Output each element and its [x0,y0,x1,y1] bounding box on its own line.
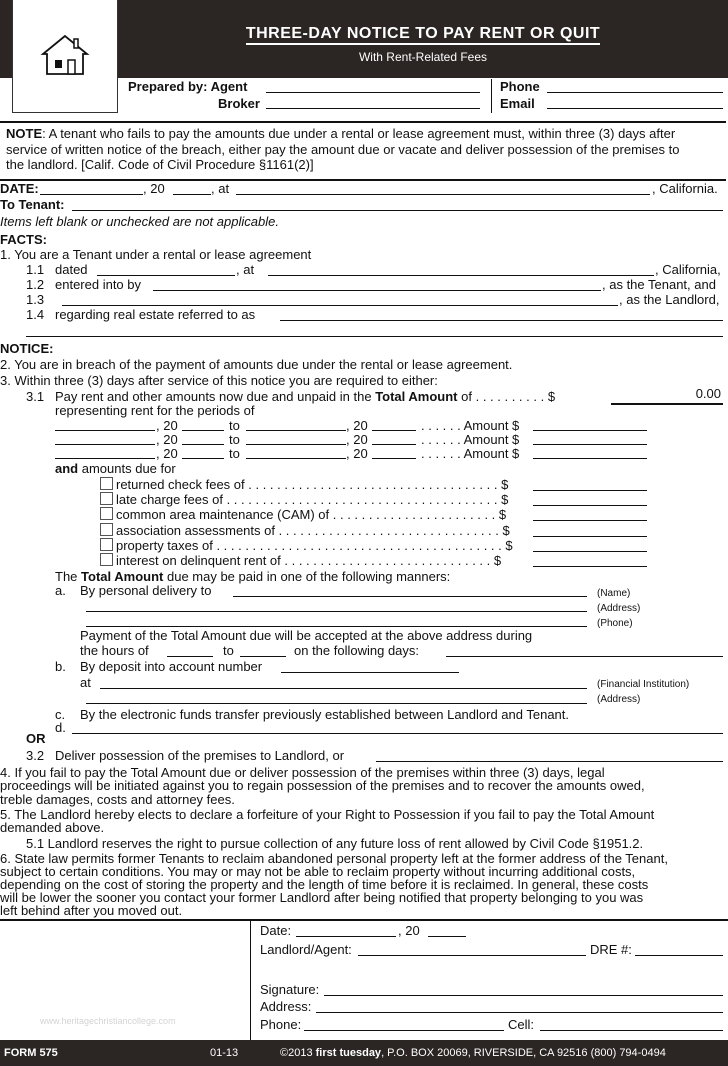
period-amount-field[interactable] [533,444,647,445]
fee-label: association assessments of . . . . . . . . . . . . . . . . . . . . . . . . . . . . . . . $ [116,523,510,538]
twenty-label: , 20 [156,418,178,433]
real-estate-field-2[interactable] [26,336,723,337]
period-end-year[interactable] [372,430,416,431]
to-label: to [223,643,234,658]
sig-date-label: Date: [260,923,292,938]
fee-label: returned check fees of . . . . . . . . . . . . . . . . . . . . . . . . . . . . . . . . . . . $ [116,477,509,492]
phone-field[interactable] [547,92,723,93]
twenty-label: , 20 [156,446,178,461]
delivery-phone-field[interactable] [86,626,587,627]
twenty-label: , 20 [156,432,178,447]
address-hint: (Address) [597,694,641,705]
dre-label: DRE #: [590,942,632,957]
period-amount-field[interactable] [533,430,647,431]
dated-label: dated [55,262,88,277]
fee-label: interest on delinquent rent of . . . . . . . . . . . . . . . . . . . . . . . . . . . . . $ [116,553,502,568]
phone-hint: (Phone) [597,618,633,629]
notice-3-2-num: 3.2 [26,748,45,763]
twenty-label: , 20 [143,181,165,196]
form-title: THREE-DAY NOTICE TO PAY RENT OR QUIT [118,25,728,43]
institution-address-field[interactable] [86,703,587,704]
signature-field[interactable] [324,995,723,996]
sig-phone-field[interactable] [304,1030,504,1031]
revision-date: 01-13 [210,1047,239,1059]
period-start-year[interactable] [182,430,224,431]
dre-field[interactable] [635,955,723,956]
note-line-3: the landlord. [Calif. Code of Civil Procedure §1161(2)] [6,157,314,172]
twenty-label: , 20 [346,432,368,447]
address-hint: (Address) [597,603,641,614]
interest-amount[interactable] [533,566,647,567]
twenty-label: , 20 [398,923,420,938]
total-amount-value: 0.00 [695,386,721,401]
cam-amount[interactable] [533,520,647,521]
form-number: FORM 575 [4,1047,58,1059]
option-a-label: a. [55,583,66,598]
notice-2: 2. You are in breach of the payment of amounts due under the rental or lease agreement. [0,357,513,372]
notice-5-1: 5.1 Landlord reserves the right to pursue collection of any future loss of rent allowed by Civil Code §1951.2. [26,836,644,851]
interest-checkbox[interactable] [100,553,113,566]
payment-manner-line: The Total Amount due may be paid in one of the following manners: [55,569,451,584]
logo-box [12,0,118,113]
facts-heading: FACTS: [0,232,47,247]
hours-to-field[interactable] [240,656,286,657]
house-icon [13,0,117,112]
to-label: to [229,446,240,461]
agent-field[interactable] [266,92,480,93]
notice-6-line: 6. State law permits former Tenants to reclaim abandoned personal property left at the former address of the Tenant, [0,851,668,866]
pay-rent-line: Pay rent and other amounts now due and unpaid in the Total Amount of . . . . . . . . . . $ [55,389,556,404]
california-label: , California, [655,262,721,277]
email-label: Email [500,96,535,111]
copyright: ©2013 first tuesday, P.O. BOX 20069, RIVERSIDE, CA 92516 (800) 794-0494 [280,1047,666,1059]
date-label: DATE: [0,181,39,196]
tenant-name-field[interactable] [153,290,601,291]
prepared-by-label: Prepared by: Agent [128,79,248,94]
period-end-year[interactable] [372,458,416,459]
sig-phone-label: Phone: [260,1017,302,1032]
at-label: , at [211,181,230,196]
returned-check-amount[interactable] [533,490,647,491]
landlord-agent-label: Landlord/Agent: [260,942,352,957]
option-d-label: d. [55,720,66,735]
days-label: on the following days: [294,643,420,658]
total-amount-field[interactable] [611,385,723,405]
amounts-due-label: and amounts due for [55,461,176,476]
hours-from-field[interactable] [167,656,213,657]
property-tax-amount[interactable] [533,551,647,552]
late-charge-checkbox[interactable] [100,492,113,505]
association-amount[interactable] [533,536,647,537]
dated-field[interactable] [97,275,235,276]
notice-heading: NOTICE: [0,341,54,356]
broker-label: Broker [218,96,260,111]
city-field[interactable] [236,194,650,195]
option-b-label: b. [55,659,66,674]
signature-label: Signature: [260,982,320,997]
sig-address-label: Address: [260,999,312,1014]
phone-label: Phone [500,79,540,94]
landlord-name-field[interactable] [62,305,618,306]
financial-institution-hint: (Financial Institution) [597,679,690,690]
fact-1-4-num: 1.4 [26,307,45,322]
notice-4-line: proceedings will be initiated against you to regain possession of the premises and to recover the amounts owed, [0,778,645,793]
notice-5-line: 5. The Landlord hereby elects to declare a forfeiture of your Right to Possession if you fail to pay the Total Amount [0,807,655,822]
sig-cell-field[interactable] [540,1030,723,1031]
period-start-field[interactable] [55,444,155,445]
sig-year-field[interactable] [428,936,466,937]
date-field[interactable] [40,194,143,195]
notice-5-line: demanded above. [0,820,105,835]
sig-cell-label: Cell: [508,1017,535,1032]
fact-1-1-num: 1.1 [26,262,45,277]
to-tenant-label: To Tenant: [0,197,65,212]
sig-date-field[interactable] [296,936,396,937]
at-label: at [80,675,91,690]
footer-bar [0,1040,728,1066]
at-label: , at [236,262,255,277]
deliver-possession-field[interactable] [376,761,723,762]
to-label: to [229,418,240,433]
landlord-agent-field[interactable] [358,955,586,956]
payment-accepted-text: Payment of the Total Amount due will be accepted at the above address during [80,628,533,643]
cam-checkbox[interactable] [100,507,113,520]
to-label: to [229,432,240,447]
option-d-field[interactable] [72,733,723,734]
entered-into-label: entered into by [55,277,142,292]
real-estate-label: regarding real estate referred to as [55,307,256,322]
returned-check-checkbox[interactable] [100,477,113,490]
notice-6-line: left behind after you moved out. [0,903,183,918]
fact-1-2-num: 1.2 [26,277,45,292]
email-field[interactable] [547,108,723,109]
notice-6-line: will be lower the sooner you contact your former Landlord after being notified that property belonging to you was [0,890,644,905]
note-line-1: NOTE: A tenant who fails to pay the amounts due under a rental or lease agreement must, within three (3) days after [6,126,676,141]
watermark: www.heritagechristiancollege.com [40,1016,176,1026]
signature-vertical-divider [250,920,251,1040]
tenant-field[interactable] [72,210,723,211]
amount-label: . . . . . . Amount $ [421,418,520,433]
notice-6-line: depending on the cost of storing the property and the length of time before it is reclaimed. In general, these costs [0,877,649,892]
notice-6-line: subject to certain conditions. You may or may not be able to reclaim property without incurring additional costs, [0,864,636,879]
delivery-name-field[interactable] [233,596,587,597]
note-line-2: service of written notice of the breach, either pay the amount due or vacate and deliver possession of the premises to [6,142,680,157]
period-start-year[interactable] [182,458,224,459]
form-subtitle: With Rent-Related Fees [358,50,488,64]
amount-label: . . . . . . Amount $ [421,446,520,461]
name-hint: (Name) [597,588,631,599]
delivery-address-field[interactable] [86,611,587,612]
twenty-label: , 20 [346,418,368,433]
amount-label: . . . . . . Amount $ [421,432,520,447]
period-start-year[interactable] [182,444,224,445]
notice-4-line: treble damages, costs and attorney fees. [0,792,235,807]
fact-1-3-num: 1.3 [26,292,45,307]
or-label: OR [26,731,46,746]
eft-text: By the electronic funds transfer previously established between Landlord and Tenant. [80,707,570,722]
notice-3: 3. Within three (3) days after service of this notice you are required to either: [0,373,438,388]
divider [491,79,492,113]
days-field[interactable] [446,656,723,657]
property-tax-checkbox[interactable] [100,538,113,551]
fee-label: common area maintenance (CAM) of . . . . . . . . . . . . . . . . . . . . . . . $ [116,507,507,522]
sig-address-field[interactable] [316,1012,723,1013]
association-checkbox[interactable] [100,523,113,536]
periods-label: representing rent for the periods of [55,403,255,418]
period-end-year[interactable] [372,444,416,445]
deliver-possession-text: Deliver possession of the premises to Landlord, or [55,748,345,763]
personal-delivery-label: By personal delivery to [80,583,212,598]
option-c-label: c. [55,707,66,722]
hours-label: the hours of [80,643,149,658]
california-label: , California. [652,181,718,196]
financial-institution-field[interactable] [100,688,587,689]
notice-3-1-num: 3.1 [26,389,45,404]
broker-field[interactable] [266,108,480,109]
as-landlord-label: , as the Landlord, [619,292,720,307]
period-start-field[interactable] [55,430,155,431]
fact-1: 1. You are a Tenant under a rental or lease agreement [0,247,312,262]
year-field[interactable] [173,194,211,195]
fee-label: property taxes of . . . . . . . . . . . . . . . . . . . . . . . . . . . . . . . . . . . . . . . . $ [116,538,513,553]
fee-label: late charge fees of . . . . . . . . . . . . . . . . . . . . . . . . . . . . . . . . . . . . . . $ [116,492,509,507]
signature-divider [0,919,728,921]
late-charge-amount[interactable] [533,505,647,506]
period-amount-field[interactable] [533,458,647,459]
agreement-city-field[interactable] [268,275,654,276]
notice-4-line: 4. If you fail to pay the Total Amount due or deliver possession of the premises within three (3) days, legal [0,765,605,780]
deposit-label: By deposit into account number [80,659,263,674]
account-number-field[interactable] [281,672,459,673]
blank-note: Items left blank or unchecked are not applicable. [0,214,279,229]
period-end-field[interactable] [246,430,346,431]
as-tenant-label: , as the Tenant, and [602,277,716,292]
period-start-field[interactable] [55,458,155,459]
real-estate-field[interactable] [280,320,723,321]
period-end-field[interactable] [246,444,346,445]
twenty-label: , 20 [346,446,368,461]
period-end-field[interactable] [246,458,346,459]
